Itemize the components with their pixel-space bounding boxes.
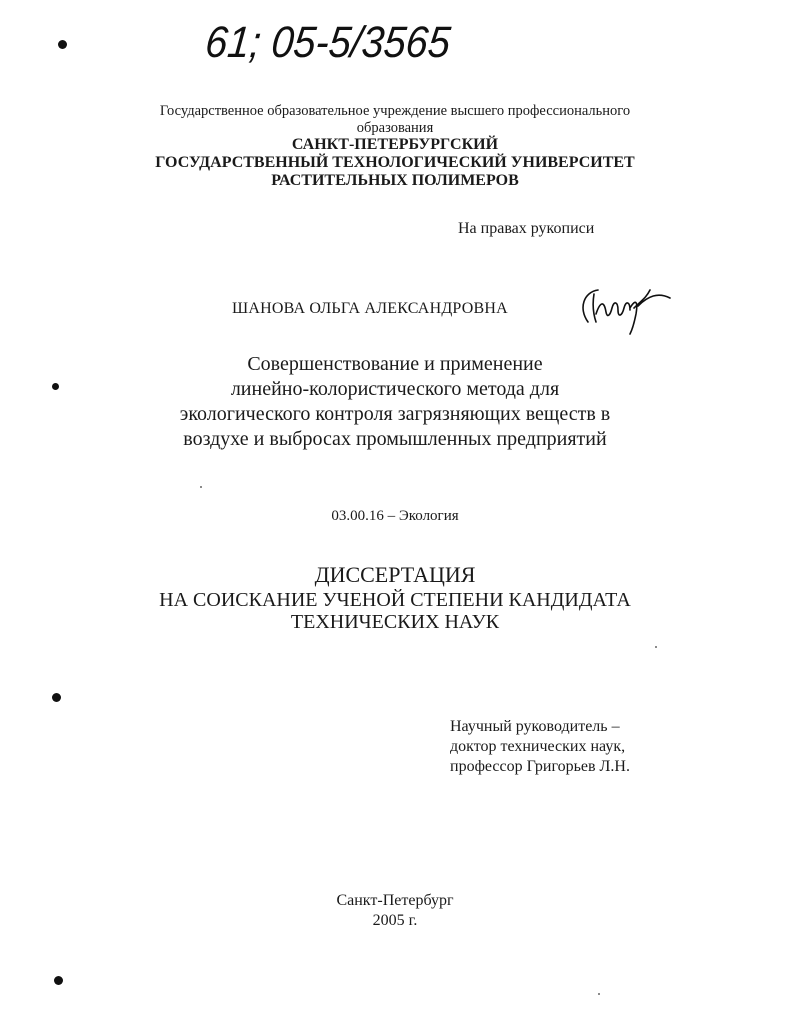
scan-dot-icon <box>52 383 59 390</box>
university-name <box>100 136 690 190</box>
scan-speck <box>655 646 657 648</box>
scientific-advisor <box>450 717 630 777</box>
place-and-year <box>100 891 690 931</box>
advisor-line: доктор технических наук, <box>450 738 626 755</box>
university-name-line: РАСТИТЕЛЬНЫХ ПОЛИМЕРОВ <box>271 172 519 189</box>
scan-dot-icon <box>58 40 67 49</box>
specialty-code: 03.00.16 – Экология <box>331 508 459 524</box>
dissertation-title <box>80 352 710 452</box>
author-name: ШАНОВА ОЛЬГА АЛЕКСАНДРОВНА <box>232 300 508 317</box>
city: Санкт-Петербург <box>336 892 454 909</box>
scan-dot-icon <box>54 976 63 985</box>
dissertation-heading: ДИССЕРТАЦИЯ <box>314 562 476 587</box>
scan-speck <box>598 993 600 995</box>
title-line: Совершенствование и применение <box>247 353 543 375</box>
scan-speck <box>200 486 202 488</box>
rights-note: На правах рукописи <box>458 220 595 237</box>
university-name-line: САНКТ-ПЕТЕРБУРГСКИЙ <box>291 136 499 153</box>
advisor-line: профессор Григорьев Л.Н. <box>450 758 630 775</box>
binding-mark-4 <box>54 976 63 985</box>
institution-line-2: образования <box>356 120 434 136</box>
institution-line-1: Государственное образовательное учреждение высшего профессионального <box>159 103 631 119</box>
binding-mark-1 <box>58 40 67 49</box>
binding-mark-2 <box>52 383 59 390</box>
title-line: экологического контроля загрязняющих веществ в <box>179 403 611 425</box>
title-line: линейно-колористического метода для <box>230 378 560 400</box>
subtitle-line: НА СОИСКАНИЕ УЧЕНОЙ СТЕПЕНИ КАНДИДАТА <box>159 589 631 611</box>
handwritten-archive-code: 61; 05-5/3565 <box>203 18 453 67</box>
subtitle-line: ТЕХНИЧЕСКИХ НАУК <box>290 611 500 633</box>
year: 2005 г. <box>372 912 418 929</box>
advisor-line: Научный руководитель – <box>450 718 620 735</box>
signature <box>572 278 682 338</box>
university-name-line: ГОСУДАРСТВЕННЫЙ ТЕХНОЛОГИЧЕСКИЙ УНИВЕРСИТЕТ <box>155 154 635 171</box>
scan-dot-icon <box>52 693 61 702</box>
dissertation-subtitle <box>80 589 710 633</box>
binding-mark-3 <box>52 693 61 702</box>
title-line: воздухе и выбросах промышленных предприятий <box>183 428 607 450</box>
